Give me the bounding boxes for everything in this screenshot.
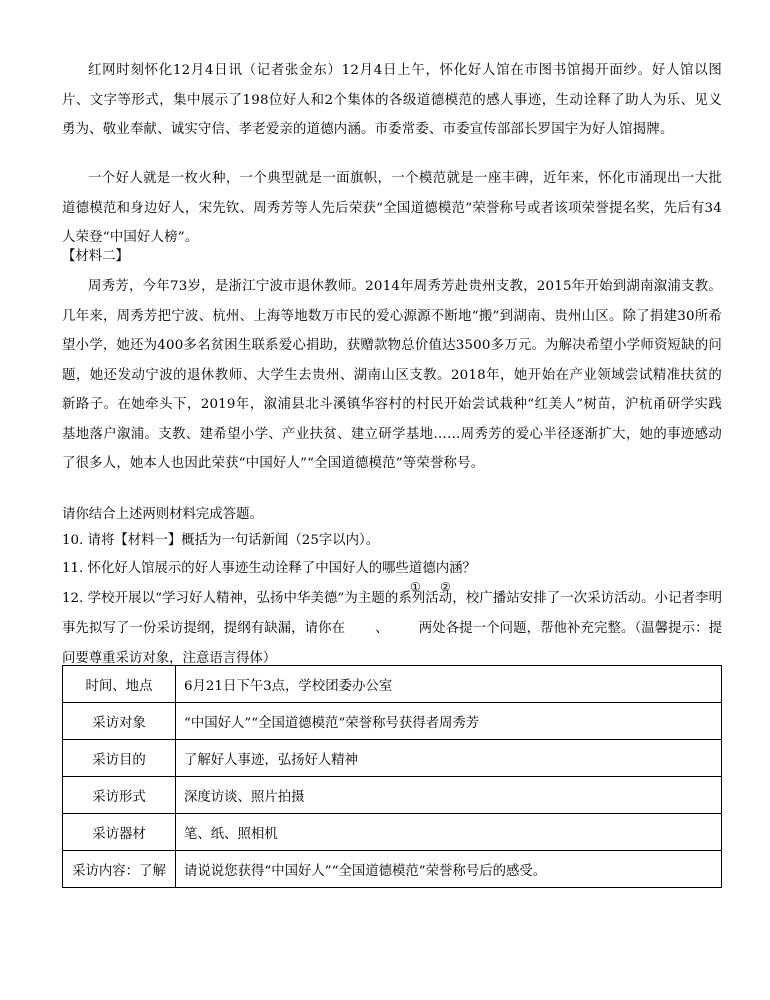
table-row-key: 采访内容：了解 [63, 851, 176, 888]
question-11: 11. 怀化好人馆展示的好人事迹生动诠释了中国好人的哪些道德内涵？ [62, 561, 476, 576]
blank-marker-1: ① [410, 580, 421, 594]
table-row [63, 777, 722, 814]
table-row-value: 6月21日下午3点，学校团委办公室 [176, 666, 722, 703]
table-row-key: 时间、地点 [63, 666, 176, 703]
question-12-part2: 两处各提一个问题，帮他补充完整。（温馨提示：提问要尊重采访对象，注意语言得体） [62, 621, 722, 666]
interview-outline-table [62, 665, 722, 888]
table-row-value: 请说说您获得“中国好人”“全国道德模范”荣誉称号后的感受。 [176, 851, 722, 888]
material2-heading: 【材料二】 [62, 249, 129, 264]
table-row [63, 740, 722, 777]
table-row-key: 采访形式 [63, 777, 176, 814]
material1-paragraph-2: 一个好人就是一枚火种，一个典型就是一面旗帜，一个模范就是一座丰碑，近年来，怀化市涌现出一大批道德模范和身边好人，宋先钦、周秀芳等人先后荣获“全国道德模范”荣誉称号或者该项荣誉提名奖，先后有34人荣登“中国好人榜”。 [62, 171, 722, 245]
table-row-value: 了解好人事迹，弘扬好人精神 [176, 740, 722, 777]
table-row [63, 666, 722, 703]
table-row-key: 采访目的 [63, 740, 176, 777]
instruction-text: 请你结合上述两则材料完成答题。 [62, 507, 263, 522]
table-row-key: 采访器材 [63, 814, 176, 851]
table-row-value: 深度访谈、照片拍摄 [176, 777, 722, 814]
question-10: 10. 请将【材料一】概括为一句话新闻（25字以内）。 [62, 533, 380, 548]
material1-paragraph-1: 红网时刻怀化12月4日讯（记者张金东）12月4日上午，怀化好人馆在市图书馆揭开面纱。好人馆以图片、文字等形式，集中展示了198位好人和2个集体的各级道德模范的感人事迹，生动诠释了助人为乐、见义勇为、敬业奉献、诚实守信、孝老爱亲的道德内涵。市委常委、市委宣传部部长罗国宇为好人馆揭牌。 [62, 63, 722, 137]
table-row [63, 851, 722, 888]
material2-paragraph: 周秀芳，今年73岁，是浙江宁波市退休教师。2014年周秀芳赴贵州支教，2015年开始到湖南溆浦支教。几年来，周秀芳把宁波、杭州、上海等地数万市民的爱心源源不断地“搬”到湖南、贵州山区。除了捐建30所希望小学，她还为400多名贫困生联系爱心捐助，获赠款物总价值达3500多万元。为解决希望小学师资短缺的问题，她还发动宁波的退休教师、大学生去贵州、湖南山区支教。2018年，她开始在产业领域尝试精准扶贫的新路子。在她牵头下，2019年，溆浦县北斗溪镇华容村的村民开始尝试栽种“红美人”树苗，沪杭甬研学实践基地落户溆浦。支教、建希望小学、产业扶贫、建立研学基地……周秀芳的爱心半径逐渐扩大，她的事迹感动了很多人，她本人也因此荣获“中国好人”“全国道德模范”等荣誉称号。 [62, 279, 722, 471]
table-row-value: 笔、纸、照相机 [176, 814, 722, 851]
question-12 [62, 584, 722, 674]
table-row [63, 814, 722, 851]
blank-marker-2: ② [440, 580, 451, 594]
table-row-value: “中国好人”“全国道德模范”荣誉称号获得者周秀芳 [176, 703, 722, 740]
table-row-key: 采访对象 [63, 703, 176, 740]
table-row [63, 703, 722, 740]
question-12-part1: 12. 学校开展以“学习好人精神，弘扬中华美德”为主题的系列活动，校广播站安排了一次采访活动。小记者李明事先拟写了一份采访提纲，提纲有缺漏，请你在 [62, 591, 722, 636]
question-12-separator: 、 [375, 621, 389, 636]
